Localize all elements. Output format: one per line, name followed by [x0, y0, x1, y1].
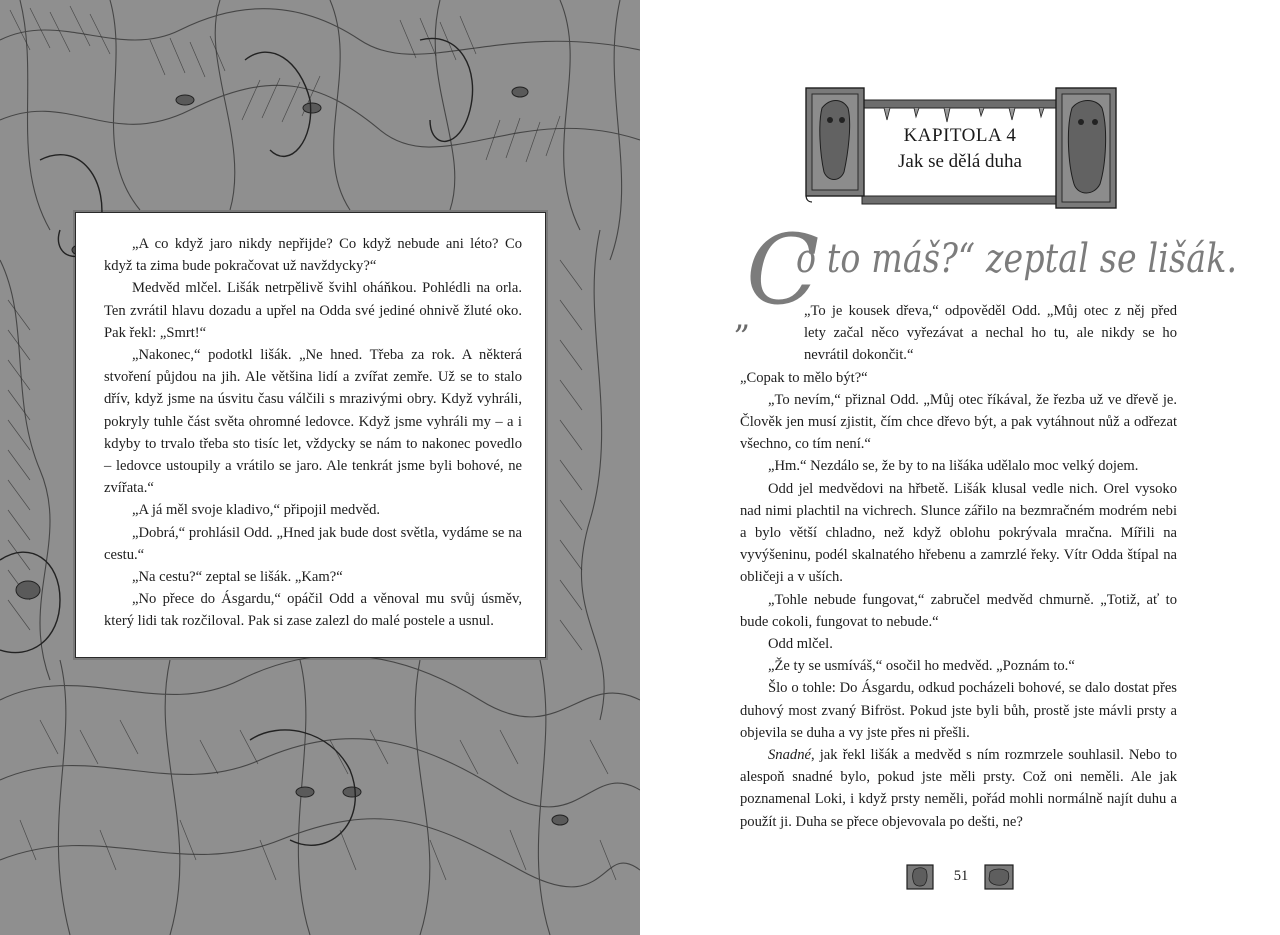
paragraph: Odd jel medvědovi na hřbetě. Lišák klusal vedle nich. Orel vysoko nad nimi plachtil na vichrech. Slunce zářilo na bezmračném modrém nebi a bylo větší chladno, než když oblohu pokrývala mračna. Mířili na vyvýšeninu, podél skalnatého hřebenu a zamrzlé řeky. Vítr Odda štípal na obličeji a v uších.: [740, 480, 1177, 586]
page-footer: [906, 864, 1016, 894]
paragraph: „A co když jaro nikdy nepřijde? Co když nebude ani léto? Co když ta zima bude pokračovat už navždycky?“: [104, 236, 522, 275]
paragraph: „Dobrá,“ prohlásil Odd. „Hned jak bude dost světla, vydáme se na cestu.“: [104, 524, 522, 563]
text-box: [75, 212, 546, 658]
footer-right-ornament-icon: [984, 864, 1014, 890]
drop-cap: C: [746, 214, 820, 326]
paragraph: „Copak to mělo být?“: [740, 369, 868, 386]
chapter-number: KAPITOLA 4: [903, 125, 1017, 146]
last-paragraph-text: , jak řekl lišák a medvěd s ním rozmrzele souhlasil. Nebo to alespoň snadné bylo, pokud jste měli prsty. Což oni neměli. Ale jak poznamenal Loki, i když prsty neměli, pořád mohli normálně najít duhu a použít ji. Duha se přece objevovala po dešti, ne?: [740, 747, 1177, 830]
paragraph: Šlo o tohle: Do Ásgardu, odkud pocházeli bohové, se dalo dostat přes duhový most zvaný Bifröst. Pokud jste byli bůh, prostě jste mávli prsty a objevila se duha a vy jste přes ni přešli.: [740, 680, 1177, 741]
opening-line-rest: o to máš?“ zeptal se lišák.: [796, 236, 1238, 282]
footer-left-ornament-icon: [906, 864, 934, 890]
paragraph: „A já měl svoje kladivo,“ připojil medvěd.: [132, 502, 381, 519]
right-page: [640, 0, 1280, 935]
paragraph: „No přece do Ásgardu,“ opáčil Odd a věnoval mu svůj úsměv, který lidi tak rozčiloval. Pak si zase zalezl do malé postele a usnul.: [104, 591, 522, 630]
paragraph: „Na cestu?“ zeptal se lišák. „Kam?“: [132, 569, 343, 586]
page-number: 51: [953, 868, 969, 884]
emphasis-word: Snadné: [768, 747, 811, 764]
paragraph: „Nakonec,“ podotkl lišák. „Ne hned. Třeba za rok. A některá stvoření půjdou na jih. Ale většina lidí a zvířat zemře. Už se to stalo dřív, když jsme na úsvitu času válčili s mrazivými obry. Když vyhráli, pokryly tuhle část světa ohromné ledovce. Když jsme vyhráli my – a i kdyby to trvalo třeba sto tisíc let, vždycky se nám to nakonec povedlo – ledovce ustoupily a vrátilo se jaro. Ale tenkrát jsme byli bohové, ne zvířata.“: [104, 347, 522, 497]
paragraph: Medvěd mlčel. Lišák netrpělivě švihl oháňkou. Pohlédli na orla. Ten zvrátil hlavu dozadu a upřel na Odda své jediné ohnivě žluté oko. Pak řekl: „Smrt!“: [104, 280, 522, 341]
paragraph: „Tohle nebude fungovat,“ zabručel medvěd chmurně. „Totiž, ať to bude cokoli, fungovat to nebude.“: [740, 591, 1177, 630]
opening-quote-mark: „: [734, 298, 751, 336]
last-paragraph: [740, 744, 1177, 833]
first-paragraph: „To je kousek dřeva,“ odpověděl Odd. „Můj otec z něj před lety začal něco vyřezávat a nechal ho tu, ale nikdy se ho nevrátil dokončit.“: [804, 303, 1177, 364]
right-page-text: [740, 300, 1177, 833]
chapter-title: Jak se dělá duha: [898, 151, 1022, 172]
paragraph: „Že ty se usmíváš,“ osočil ho medvěd. „Poznám to.“: [768, 658, 1075, 675]
paragraph: „Hm.“ Nezdálo se, že by to na lišáka udělalo moc velký dojem.: [768, 458, 1139, 475]
left-page-text: [104, 233, 522, 633]
chapter-heading: [870, 124, 1050, 176]
paragraph: „To nevím,“ přiznal Odd. „Můj otec říkával, že řezba už ve dřevě je. Člověk jen musí zjistit, čím chce dřevo být, a pak vytáhnout nůž a odřezat všechno, co tím není.“: [740, 391, 1177, 453]
paragraph: Odd mlčel.: [768, 636, 833, 653]
